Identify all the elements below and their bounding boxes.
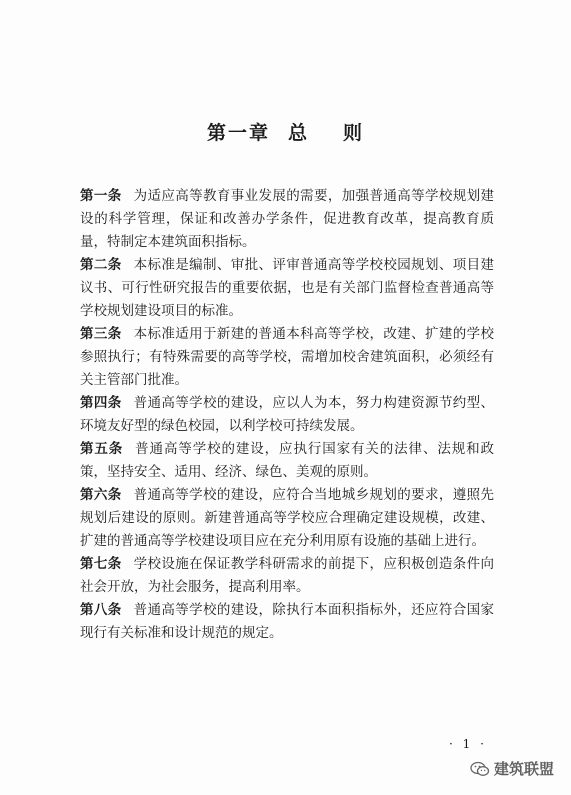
page-number: · 1 ·	[449, 737, 487, 751]
article-list	[80, 185, 494, 645]
article-6	[80, 484, 494, 553]
chapter-title-part2: 则	[343, 122, 365, 144]
article-number: 第八条	[80, 602, 122, 618]
article-number: 第二条	[80, 257, 122, 273]
chapter-title	[0, 118, 571, 145]
article-5	[80, 438, 494, 484]
article-text: 为适应高等教育事业发展的需要，加强普通高等学校规划建设的科学管理，保证和改善办学条件，促进教育改革，提高教育质量，特制定本建筑面积指标。	[80, 188, 494, 250]
article-text: 本标准是编制、审批、评审普通高等学校校园规划、项目建议书、可行性研究报告的重要依据，也是有关部门监督检查普通高等学校规划建设项目的标准。	[80, 257, 494, 319]
article-number: 第五条	[80, 441, 124, 457]
article-text: 普通高等学校的建设，应以人为本，努力构建资源节约型、环境友好型的绿色校园，以利学校可持续发展。	[80, 395, 494, 434]
article-7	[80, 553, 494, 599]
article-number: 第一条	[80, 188, 122, 204]
chapter-label: 第一章	[206, 122, 270, 144]
chapter-title-part1: 总	[287, 122, 309, 144]
article-1	[80, 185, 494, 254]
article-text: 普通高等学校的建设，应符合当地城乡规划的要求，遵照先规划后建设的原则。新建普通高等学校应合理确定建设规模，改建、扩建的普通高等学校建设项目应在充分利用原有设施的基础上进行。	[80, 487, 494, 549]
article-text: 普通高等学校的建设，应执行国家有关的法律、法规和政策，坚持安全、适用、经济、绿色、美观的原则。	[80, 441, 495, 480]
article-number: 第七条	[80, 556, 122, 572]
watermark-text: 建筑联盟	[494, 760, 555, 778]
article-text: 普通高等学校的建设，除执行本面积指标外，还应符合国家现行有关标准和设计规范的规定。	[80, 602, 494, 641]
article-3	[80, 323, 494, 392]
article-number: 第四条	[80, 395, 122, 411]
article-2	[80, 254, 494, 323]
article-text: 本标准适用于新建的普通本科高等学校，改建、扩建的学校参照执行；有特殊需要的高等学校，需增加校舍建筑面积，必须经有关主管部门批准。	[80, 326, 494, 388]
article-8	[80, 599, 494, 645]
article-text: 学校设施在保证教学科研需求的前提下，应积极创造条件向社会开放，为社会服务，提高利用率。	[80, 556, 494, 595]
article-number: 第三条	[80, 326, 122, 342]
watermark	[470, 758, 554, 779]
article-number: 第六条	[80, 487, 122, 503]
wechat-icon	[470, 761, 490, 777]
article-4	[80, 392, 494, 438]
